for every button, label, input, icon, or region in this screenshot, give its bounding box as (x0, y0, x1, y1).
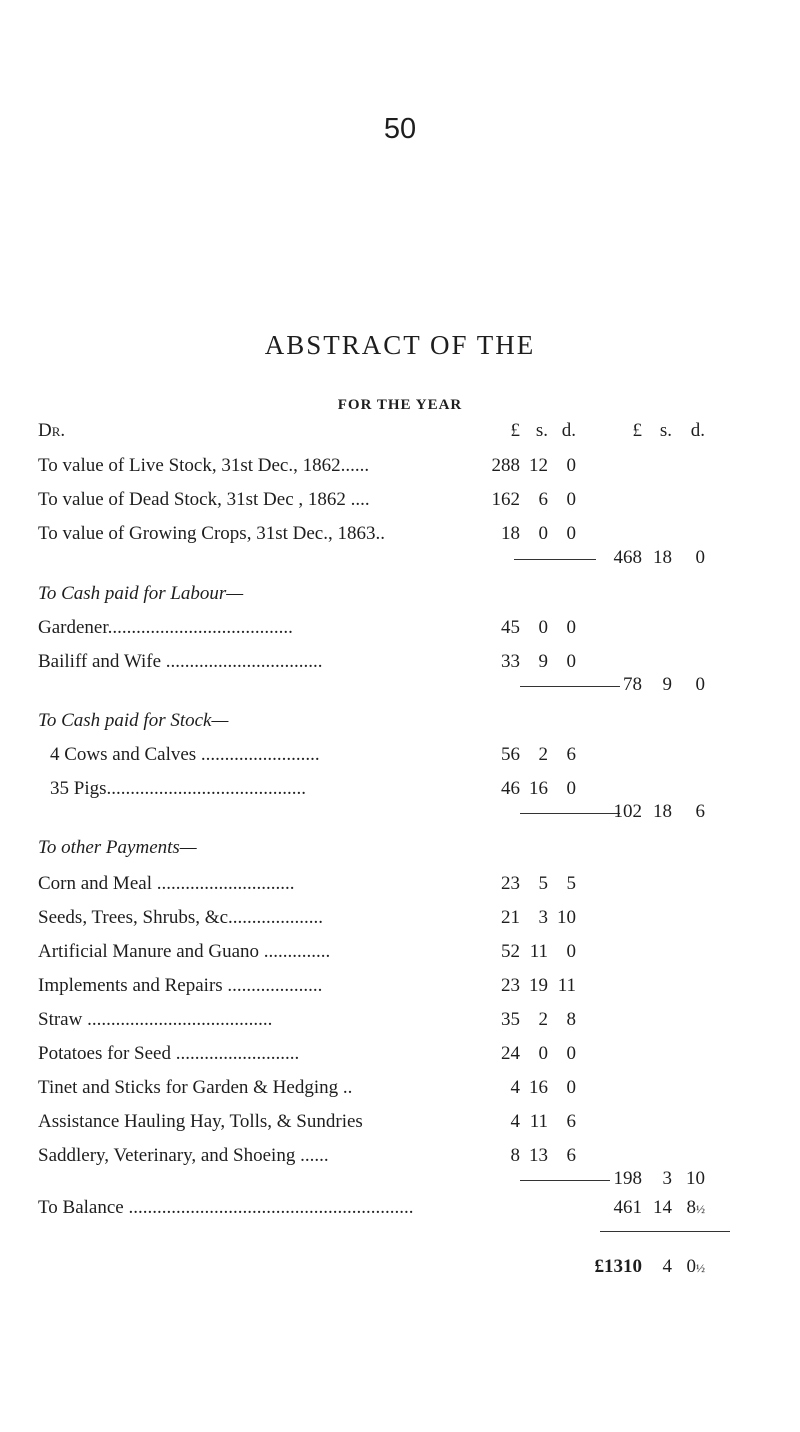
balance-fraction: ½ (696, 1202, 705, 1216)
total-pounds: £1310 (594, 1256, 642, 1277)
subtotal-row (38, 547, 768, 577)
row-pence: 10 (557, 907, 576, 928)
subtotal-shillings: 9 (662, 674, 672, 695)
page-title: ABSTRACT OF THE (264, 330, 536, 360)
row-shillings: 16 (529, 778, 548, 799)
row-label: Gardener....................................... (38, 617, 293, 638)
row-label: 35 Pigs.......................................... (50, 778, 306, 799)
subtotal-shillings: 18 (653, 547, 672, 568)
column-header-row (38, 420, 768, 450)
subtotal-pounds: 468 (613, 547, 642, 568)
row-pounds: 23 (501, 873, 520, 894)
row-shillings: 13 (529, 1145, 548, 1166)
row-pounds: 21 (501, 907, 520, 928)
total-rule (600, 1231, 730, 1232)
row-pounds: 45 (501, 617, 520, 638)
row-shillings: 0 (538, 1043, 548, 1064)
row-shillings: 2 (538, 744, 548, 765)
row-pence: 6 (566, 1145, 576, 1166)
ledger-row (38, 941, 768, 971)
row-pence: 0 (566, 778, 576, 799)
subtotal-row (38, 801, 768, 831)
row-shillings: 0 (538, 523, 548, 544)
row-pence: 0 (566, 1043, 576, 1064)
row-label: Corn and Meal ............................. (38, 873, 295, 894)
subtotal-pence: 0 (695, 674, 705, 695)
balance-pence: 8½ (686, 1197, 705, 1218)
total-row (38, 1256, 768, 1286)
row-shillings: 2 (538, 1009, 548, 1030)
row-pounds: 35 (501, 1009, 520, 1030)
balance-label: To Balance ............................................................ (38, 1197, 414, 1218)
ledger-row (38, 1111, 768, 1141)
row-pounds: 24 (501, 1043, 520, 1064)
row-pounds: 18 (501, 523, 520, 544)
row-shillings: 0 (538, 617, 548, 638)
row-pounds: 52 (501, 941, 520, 962)
ledger-row (38, 455, 768, 485)
total-shillings: 4 (662, 1256, 672, 1277)
row-pounds: 288 (491, 455, 520, 476)
row-shillings: 11 (529, 941, 548, 962)
section-heading-stock (38, 710, 768, 740)
ledger-row (38, 1043, 768, 1073)
row-pounds: 46 (501, 778, 520, 799)
row-label: Seeds, Trees, Shrubs, &c.................... (38, 907, 324, 928)
subtotal-pence: 6 (695, 801, 705, 822)
row-label: Potatoes for Seed .......................... (38, 1043, 300, 1064)
shillings-header: s. (535, 420, 548, 441)
pounds-header: £ (510, 420, 520, 441)
subtotal-row (38, 674, 768, 704)
subtitle: FOR THE YEAR (337, 397, 463, 413)
shillings-header-2: s. (659, 420, 672, 441)
row-label: To value of Growing Crops, 31st Dec., 1863.. (38, 523, 385, 544)
section-label: To Cash paid for Labour— (38, 583, 244, 604)
dr-label: Dr. (38, 420, 66, 441)
ledger-row (38, 873, 768, 903)
row-label: Saddlery, Veterinary, and Shoeing ...... (38, 1145, 329, 1166)
balance-row (38, 1197, 768, 1227)
row-pence: 0 (566, 489, 576, 510)
subtotal-pounds: 102 (613, 801, 642, 822)
row-pounds: 23 (501, 975, 520, 996)
row-label: Artificial Manure and Guano .............. (38, 941, 331, 962)
balance-shillings: 14 (653, 1197, 672, 1218)
row-label: Assistance Hauling Hay, Tolls, & Sundries (38, 1111, 363, 1132)
row-pence: 0 (566, 1077, 576, 1098)
row-shillings: 6 (538, 489, 548, 510)
subtotal-shillings: 18 (653, 801, 672, 822)
subtotal-shillings: 3 (662, 1168, 672, 1189)
subtotal-row (38, 1168, 768, 1198)
row-shillings: 9 (538, 651, 548, 672)
total-fraction: ½ (696, 1261, 705, 1275)
ledger-row (38, 489, 768, 519)
pence-header: d. (561, 420, 576, 441)
pounds-header-2: £ (632, 420, 642, 441)
section-label: To other Payments— (38, 837, 197, 858)
row-shillings: 5 (538, 873, 548, 894)
row-pence: 0 (566, 617, 576, 638)
row-pounds: 33 (501, 651, 520, 672)
row-shillings: 16 (529, 1077, 548, 1098)
pence-header-2: d. (690, 420, 705, 441)
section-heading-labour (38, 583, 768, 613)
ledger-row (38, 744, 768, 774)
ledger-row (38, 975, 768, 1005)
row-pence: 6 (566, 1111, 576, 1132)
row-shillings: 11 (529, 1111, 548, 1132)
row-pounds: 4 (510, 1077, 520, 1098)
ledger-row (38, 1077, 768, 1107)
row-pence: 6 (566, 744, 576, 765)
total-pence: 0½ (686, 1256, 705, 1277)
row-label: 4 Cows and Calves ......................... (50, 744, 320, 765)
row-shillings: 12 (529, 455, 548, 476)
section-heading-other (38, 837, 768, 867)
ledger-row (38, 1009, 768, 1039)
row-shillings: 19 (529, 975, 548, 996)
row-label: Bailiff and Wife ................................. (38, 651, 323, 672)
row-shillings: 3 (538, 907, 548, 928)
row-pence: 8 (566, 1009, 576, 1030)
row-label: Straw ....................................... (38, 1009, 273, 1030)
subtotal-pounds: 198 (613, 1168, 642, 1189)
subtotal-pence: 0 (695, 547, 705, 568)
row-pence: 0 (566, 455, 576, 476)
row-label: Implements and Repairs .................... (38, 975, 323, 996)
row-pence: 11 (557, 975, 576, 996)
row-pounds: 4 (510, 1111, 520, 1132)
ledger-row (38, 907, 768, 937)
balance-pounds: 461 (613, 1197, 642, 1218)
ledger-row (38, 617, 768, 647)
row-pence: 0 (566, 941, 576, 962)
row-pence: 5 (566, 873, 576, 894)
subtotal-pence: 10 (686, 1168, 705, 1189)
row-pence: 0 (566, 651, 576, 672)
row-label: Tinet and Sticks for Garden & Hedging .. (38, 1077, 353, 1098)
section-label: To Cash paid for Stock— (38, 710, 229, 731)
row-pounds: 56 (501, 744, 520, 765)
row-label: To value of Dead Stock, 31st Dec , 1862 .... (38, 489, 370, 510)
row-pounds: 162 (491, 489, 520, 510)
row-label: To value of Live Stock, 31st Dec., 1862...... (38, 455, 370, 476)
row-pence: 0 (566, 523, 576, 544)
subtotal-pounds: 78 (623, 674, 642, 695)
page-number: 50 (383, 113, 417, 145)
row-pounds: 8 (510, 1145, 520, 1166)
